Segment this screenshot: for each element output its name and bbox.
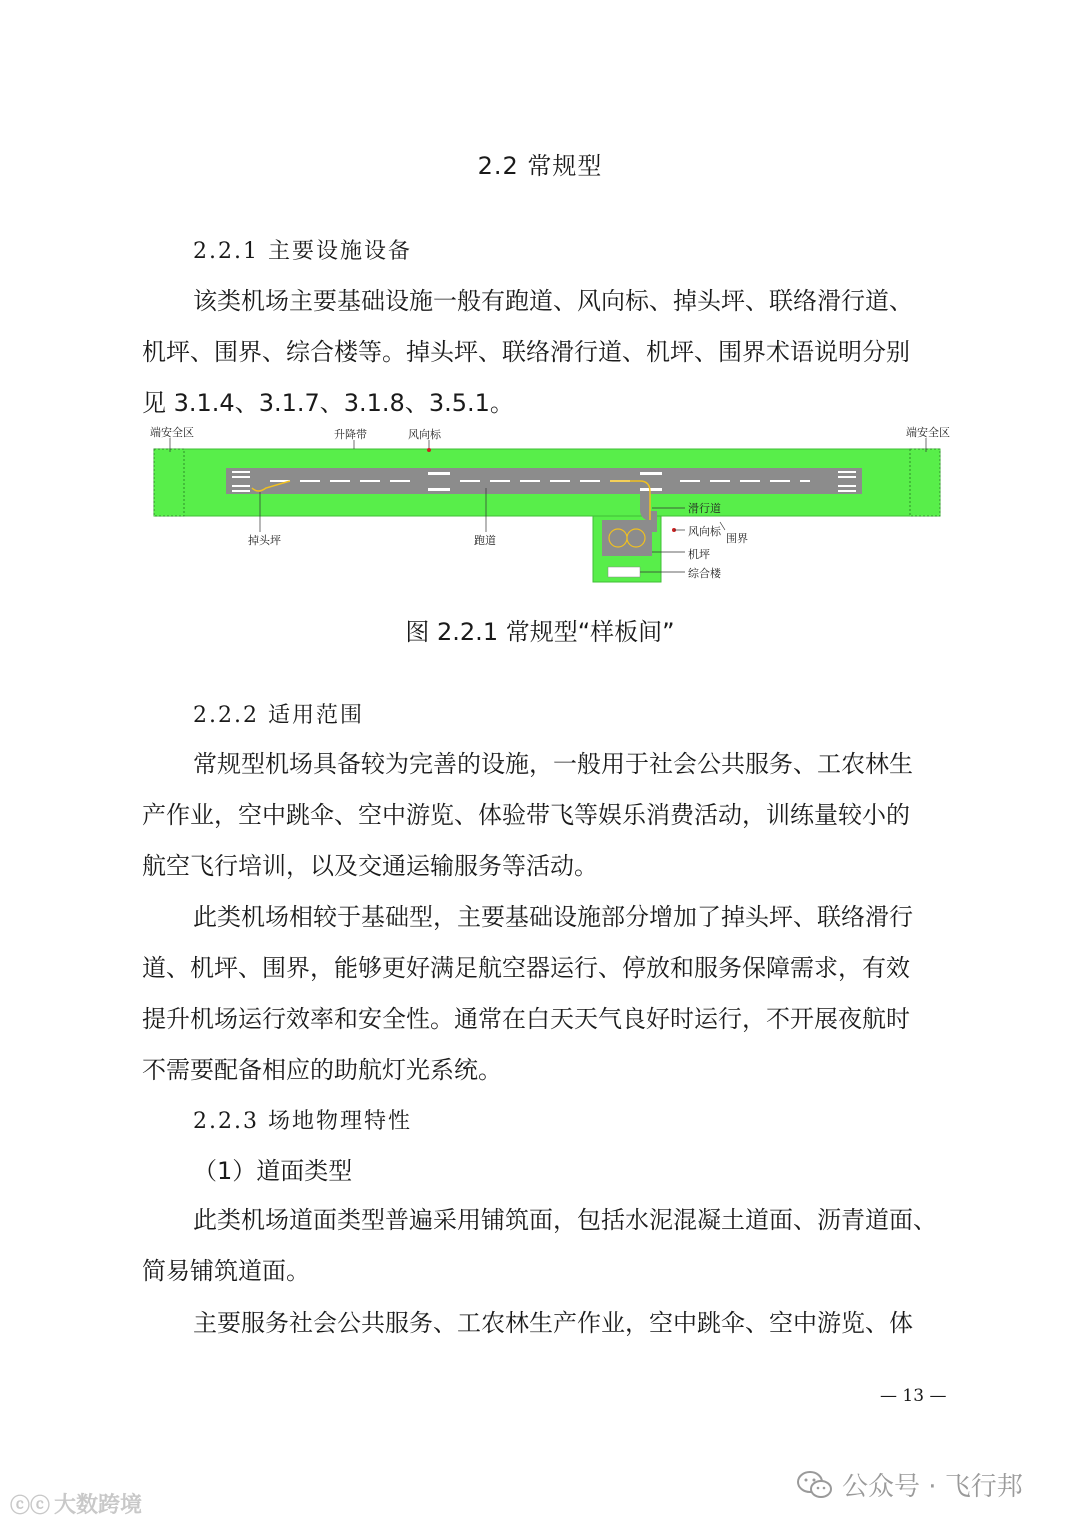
text-line: 机坪、围界、综合楼等。掉头坪、联络滑行道、机坪、围界术语说明分别	[142, 338, 910, 366]
label-runway-strip: 升降带	[334, 428, 367, 441]
text-line: 航空飞行培训，以及交通运输服务等活动。	[142, 852, 598, 880]
text-line: 不需要配备相应的助航灯光系统。	[142, 1056, 502, 1084]
paragraph-facilities	[142, 276, 954, 429]
label-end-safety-right: 端安全区	[906, 426, 950, 439]
label-fence: 围界	[726, 532, 748, 545]
paragraph-scope	[142, 739, 954, 892]
watermark-right	[796, 1466, 1023, 1503]
label-windsock: 风向标	[688, 525, 721, 538]
windsock-marker	[427, 448, 431, 452]
label-end-safety-left: 端安全区	[150, 426, 194, 439]
text-line: 简易铺筑道面。	[142, 1257, 310, 1285]
watermark-left	[10, 1488, 142, 1519]
airport-layout-figure	[140, 422, 960, 592]
text-line: 常规型机场具备较为完善的设施，一般用于社会公共服务、工农林生	[193, 750, 913, 778]
text-line: 产作业，空中跳伞、空中游览、体验带飞等娱乐消费活动，训练量较小的	[142, 801, 910, 829]
end-safety-area-right	[910, 449, 940, 516]
heading-2-2-3: 2.2.3 场地物理特性	[193, 1109, 412, 1134]
page-number: — 13 —	[880, 1386, 947, 1406]
runway-surface	[226, 468, 862, 494]
paragraph-surface	[142, 1195, 954, 1297]
label-turn-pad: 掉头坪	[248, 534, 281, 547]
label-terminal: 综合楼	[688, 567, 721, 580]
subheading-surface-type: （1）道面类型	[193, 1157, 353, 1185]
text-line: 此类机场相较于基础型，主要基础设施部分增加了掉头坪、联络滑行	[193, 903, 913, 931]
label-apron: 机坪	[688, 548, 710, 561]
text-line: 道、机坪、围界，能够更好满足航空器运行、停放和服务保障需求，有效	[142, 954, 910, 982]
text-line: 该类机场主要基础设施一般有跑道、风向标、掉头坪、联络滑行道、	[193, 287, 913, 315]
figure-caption: 图 2.2.1 常规型“样板间”	[405, 618, 675, 646]
text-line: 主要服务社会公共服务、工农林生产作业，空中跳伞、空中游览、体	[193, 1309, 913, 1337]
watermark-left-text: 大数跨境	[54, 1493, 143, 1518]
text-line: 见 3.1.4、3.1.7、3.1.8、3.5.1。	[142, 389, 514, 417]
label-windsock-top: 风向标	[408, 428, 441, 441]
paragraph-comparison	[142, 892, 954, 1096]
heading-2-2-2: 2.2.2 适用范围	[193, 703, 364, 728]
section-title: 2.2 常规型	[477, 152, 603, 180]
label-taxiway: 滑行道	[688, 502, 721, 515]
terminal-building	[608, 567, 640, 577]
airport-layout-diagram	[140, 422, 960, 592]
watermark-logo-icon: ⓒⓒ	[10, 1493, 50, 1517]
text-line: 此类机场道面类型普遍采用铺筑面，包括水泥混凝土道面、沥青道面、	[193, 1206, 937, 1234]
label-runway: 跑道	[474, 534, 496, 547]
watermark-right-text: 公众号 · 飞行邦	[842, 1472, 1023, 1502]
wechat-icon	[796, 1470, 834, 1500]
text-line: 提升机场运行效率和安全性。通常在白天天气良好时运行，不开展夜航时	[142, 1005, 910, 1033]
paragraph-services	[142, 1298, 954, 1349]
heading-2-2-1: 2.2.1 主要设施设备	[193, 239, 412, 264]
end-safety-area-left	[154, 449, 184, 516]
